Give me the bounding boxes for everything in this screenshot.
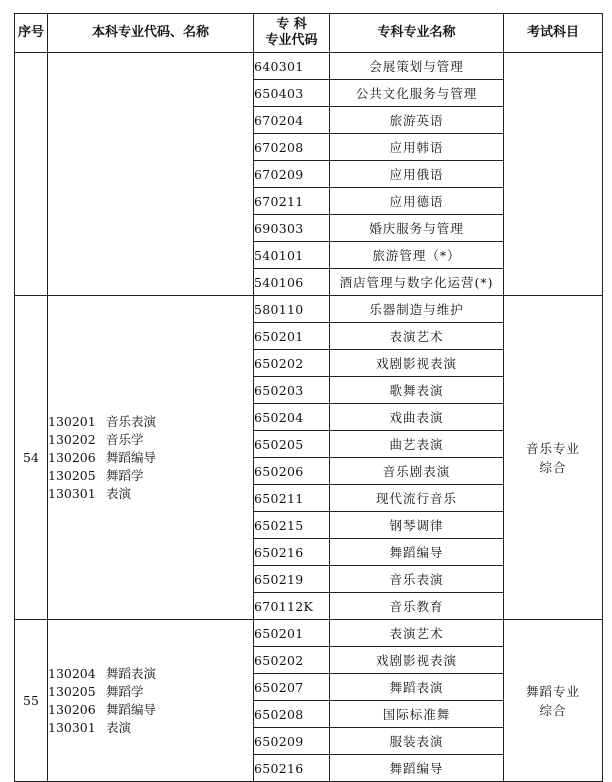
- major-code-cell: 650207: [254, 674, 330, 701]
- header-code-line1: 专 科: [276, 17, 307, 32]
- major-name-cell: 曲艺表演: [330, 431, 504, 458]
- major-name-cell: 国际标准舞: [330, 701, 504, 728]
- major-name-cell: 公共文化服务与管理: [330, 80, 504, 107]
- major-name-cell: 服装表演: [330, 728, 504, 755]
- major-name-cell: 舞蹈编导: [330, 755, 504, 782]
- seq-cell: 54: [15, 296, 48, 620]
- major-name-cell: 表演艺术: [330, 323, 504, 350]
- bachelor-major: [48, 431, 253, 449]
- bachelor-name: 表演: [106, 719, 132, 735]
- table-row: [15, 53, 603, 80]
- bachelor-code: 130206: [48, 449, 96, 465]
- seq-cell: [15, 53, 48, 296]
- major-name-cell: 现代流行音乐: [330, 485, 504, 512]
- bachelor-code: 130205: [48, 467, 96, 483]
- major-code-cell: 670211: [254, 188, 330, 215]
- major-name-cell: 戏剧影视表演: [330, 647, 504, 674]
- major-name-cell: 音乐教育: [330, 593, 504, 620]
- bachelor-major: [48, 449, 253, 467]
- major-code-cell: 650204: [254, 404, 330, 431]
- major-name-cell: 应用韩语: [330, 134, 504, 161]
- major-code-cell: 670209: [254, 161, 330, 188]
- major-code-cell: 650201: [254, 620, 330, 647]
- major-code-cell: 650403: [254, 80, 330, 107]
- major-code-cell: 540101: [254, 242, 330, 269]
- major-name-cell: 会展策划与管理: [330, 53, 504, 80]
- major-code-cell: 650219: [254, 566, 330, 593]
- major-name-cell: 应用德语: [330, 188, 504, 215]
- exam-cell: [504, 53, 603, 296]
- bachelor-code: 130301: [48, 719, 96, 735]
- major-table: [14, 13, 603, 782]
- major-code-cell: 650208: [254, 701, 330, 728]
- bachelor-cell: [48, 53, 254, 296]
- bachelor-name: 音乐学: [106, 431, 144, 447]
- exam-line2: 综合: [539, 702, 567, 718]
- major-code-cell: 690303: [254, 215, 330, 242]
- bachelor-major: [48, 485, 253, 503]
- bachelor-code: 130204: [48, 665, 96, 681]
- bachelor-code: 130301: [48, 485, 96, 501]
- header-seq: 序号: [15, 14, 48, 53]
- exam-line1: 音乐专业: [525, 440, 580, 456]
- bachelor-code: 130201: [48, 413, 96, 429]
- major-code-cell: 650205: [254, 431, 330, 458]
- major-name-cell: 酒店管理与数字化运营(*): [330, 269, 504, 296]
- major-code-cell: 650206: [254, 458, 330, 485]
- header-exam: 考试科目: [504, 14, 603, 53]
- table-row: [15, 296, 603, 323]
- seq-cell: 55: [15, 620, 48, 782]
- header-bachelor: 本科专业代码、名称: [48, 14, 254, 53]
- major-code-cell: 670208: [254, 134, 330, 161]
- bachelor-name: 音乐表演: [106, 413, 157, 429]
- bachelor-name: 舞蹈编导: [106, 701, 157, 717]
- bachelor-major: [48, 665, 253, 683]
- major-code-cell: 580110: [254, 296, 330, 323]
- bachelor-major: [48, 683, 253, 701]
- table-body: [15, 53, 603, 782]
- bachelor-name: 舞蹈编导: [106, 449, 157, 465]
- major-name-cell: 歌舞表演: [330, 377, 504, 404]
- major-code-cell: 650211: [254, 485, 330, 512]
- header-name: 专科专业名称: [330, 14, 504, 53]
- major-code-cell: 650202: [254, 647, 330, 674]
- bachelor-name: 舞蹈表演: [106, 665, 157, 681]
- header-code: [254, 14, 330, 53]
- major-code-cell: 650201: [254, 323, 330, 350]
- major-name-cell: 旅游管理（*）: [330, 242, 504, 269]
- bachelor-name: 表演: [106, 485, 132, 501]
- major-code-cell: 670112K: [254, 593, 330, 620]
- bachelor-major: [48, 467, 253, 485]
- major-name-cell: 音乐表演: [330, 566, 504, 593]
- exam-cell: [504, 620, 603, 782]
- major-name-cell: 婚庆服务与管理: [330, 215, 504, 242]
- exam-line2: 综合: [539, 459, 567, 475]
- major-code-cell: 650216: [254, 539, 330, 566]
- major-name-cell: 乐器制造与维护: [330, 296, 504, 323]
- major-code-cell: 650202: [254, 350, 330, 377]
- major-name-cell: 音乐剧表演: [330, 458, 504, 485]
- bachelor-name: 舞蹈学: [106, 467, 144, 483]
- bachelor-code: 130205: [48, 683, 96, 699]
- major-code-cell: 670204: [254, 107, 330, 134]
- major-code-cell: 540106: [254, 269, 330, 296]
- major-code-cell: 650215: [254, 512, 330, 539]
- bachelor-code: 130206: [48, 701, 96, 717]
- major-name-cell: 旅游英语: [330, 107, 504, 134]
- major-name-cell: 舞蹈表演: [330, 674, 504, 701]
- bachelor-name: 舞蹈学: [106, 683, 144, 699]
- major-name-cell: 表演艺术: [330, 620, 504, 647]
- bachelor-major: [48, 719, 253, 737]
- bachelor-code: 130202: [48, 431, 96, 447]
- bachelor-cell: [48, 296, 254, 620]
- header-row: [15, 14, 603, 53]
- table-row: [15, 620, 603, 647]
- major-name-cell: 舞蹈编导: [330, 539, 504, 566]
- major-name-cell: 钢琴调律: [330, 512, 504, 539]
- bachelor-major: [48, 701, 253, 719]
- exam-line1: 舞蹈专业: [525, 683, 580, 699]
- header-code-line2: 专业代码: [265, 33, 318, 48]
- major-name-cell: 应用俄语: [330, 161, 504, 188]
- major-code-cell: 650216: [254, 755, 330, 782]
- major-code-cell: 650209: [254, 728, 330, 755]
- major-name-cell: 戏曲表演: [330, 404, 504, 431]
- major-code-cell: 650203: [254, 377, 330, 404]
- major-code-cell: 640301: [254, 53, 330, 80]
- bachelor-cell: [48, 620, 254, 782]
- bachelor-major: [48, 413, 253, 431]
- exam-cell: [504, 296, 603, 620]
- major-name-cell: 戏剧影视表演: [330, 350, 504, 377]
